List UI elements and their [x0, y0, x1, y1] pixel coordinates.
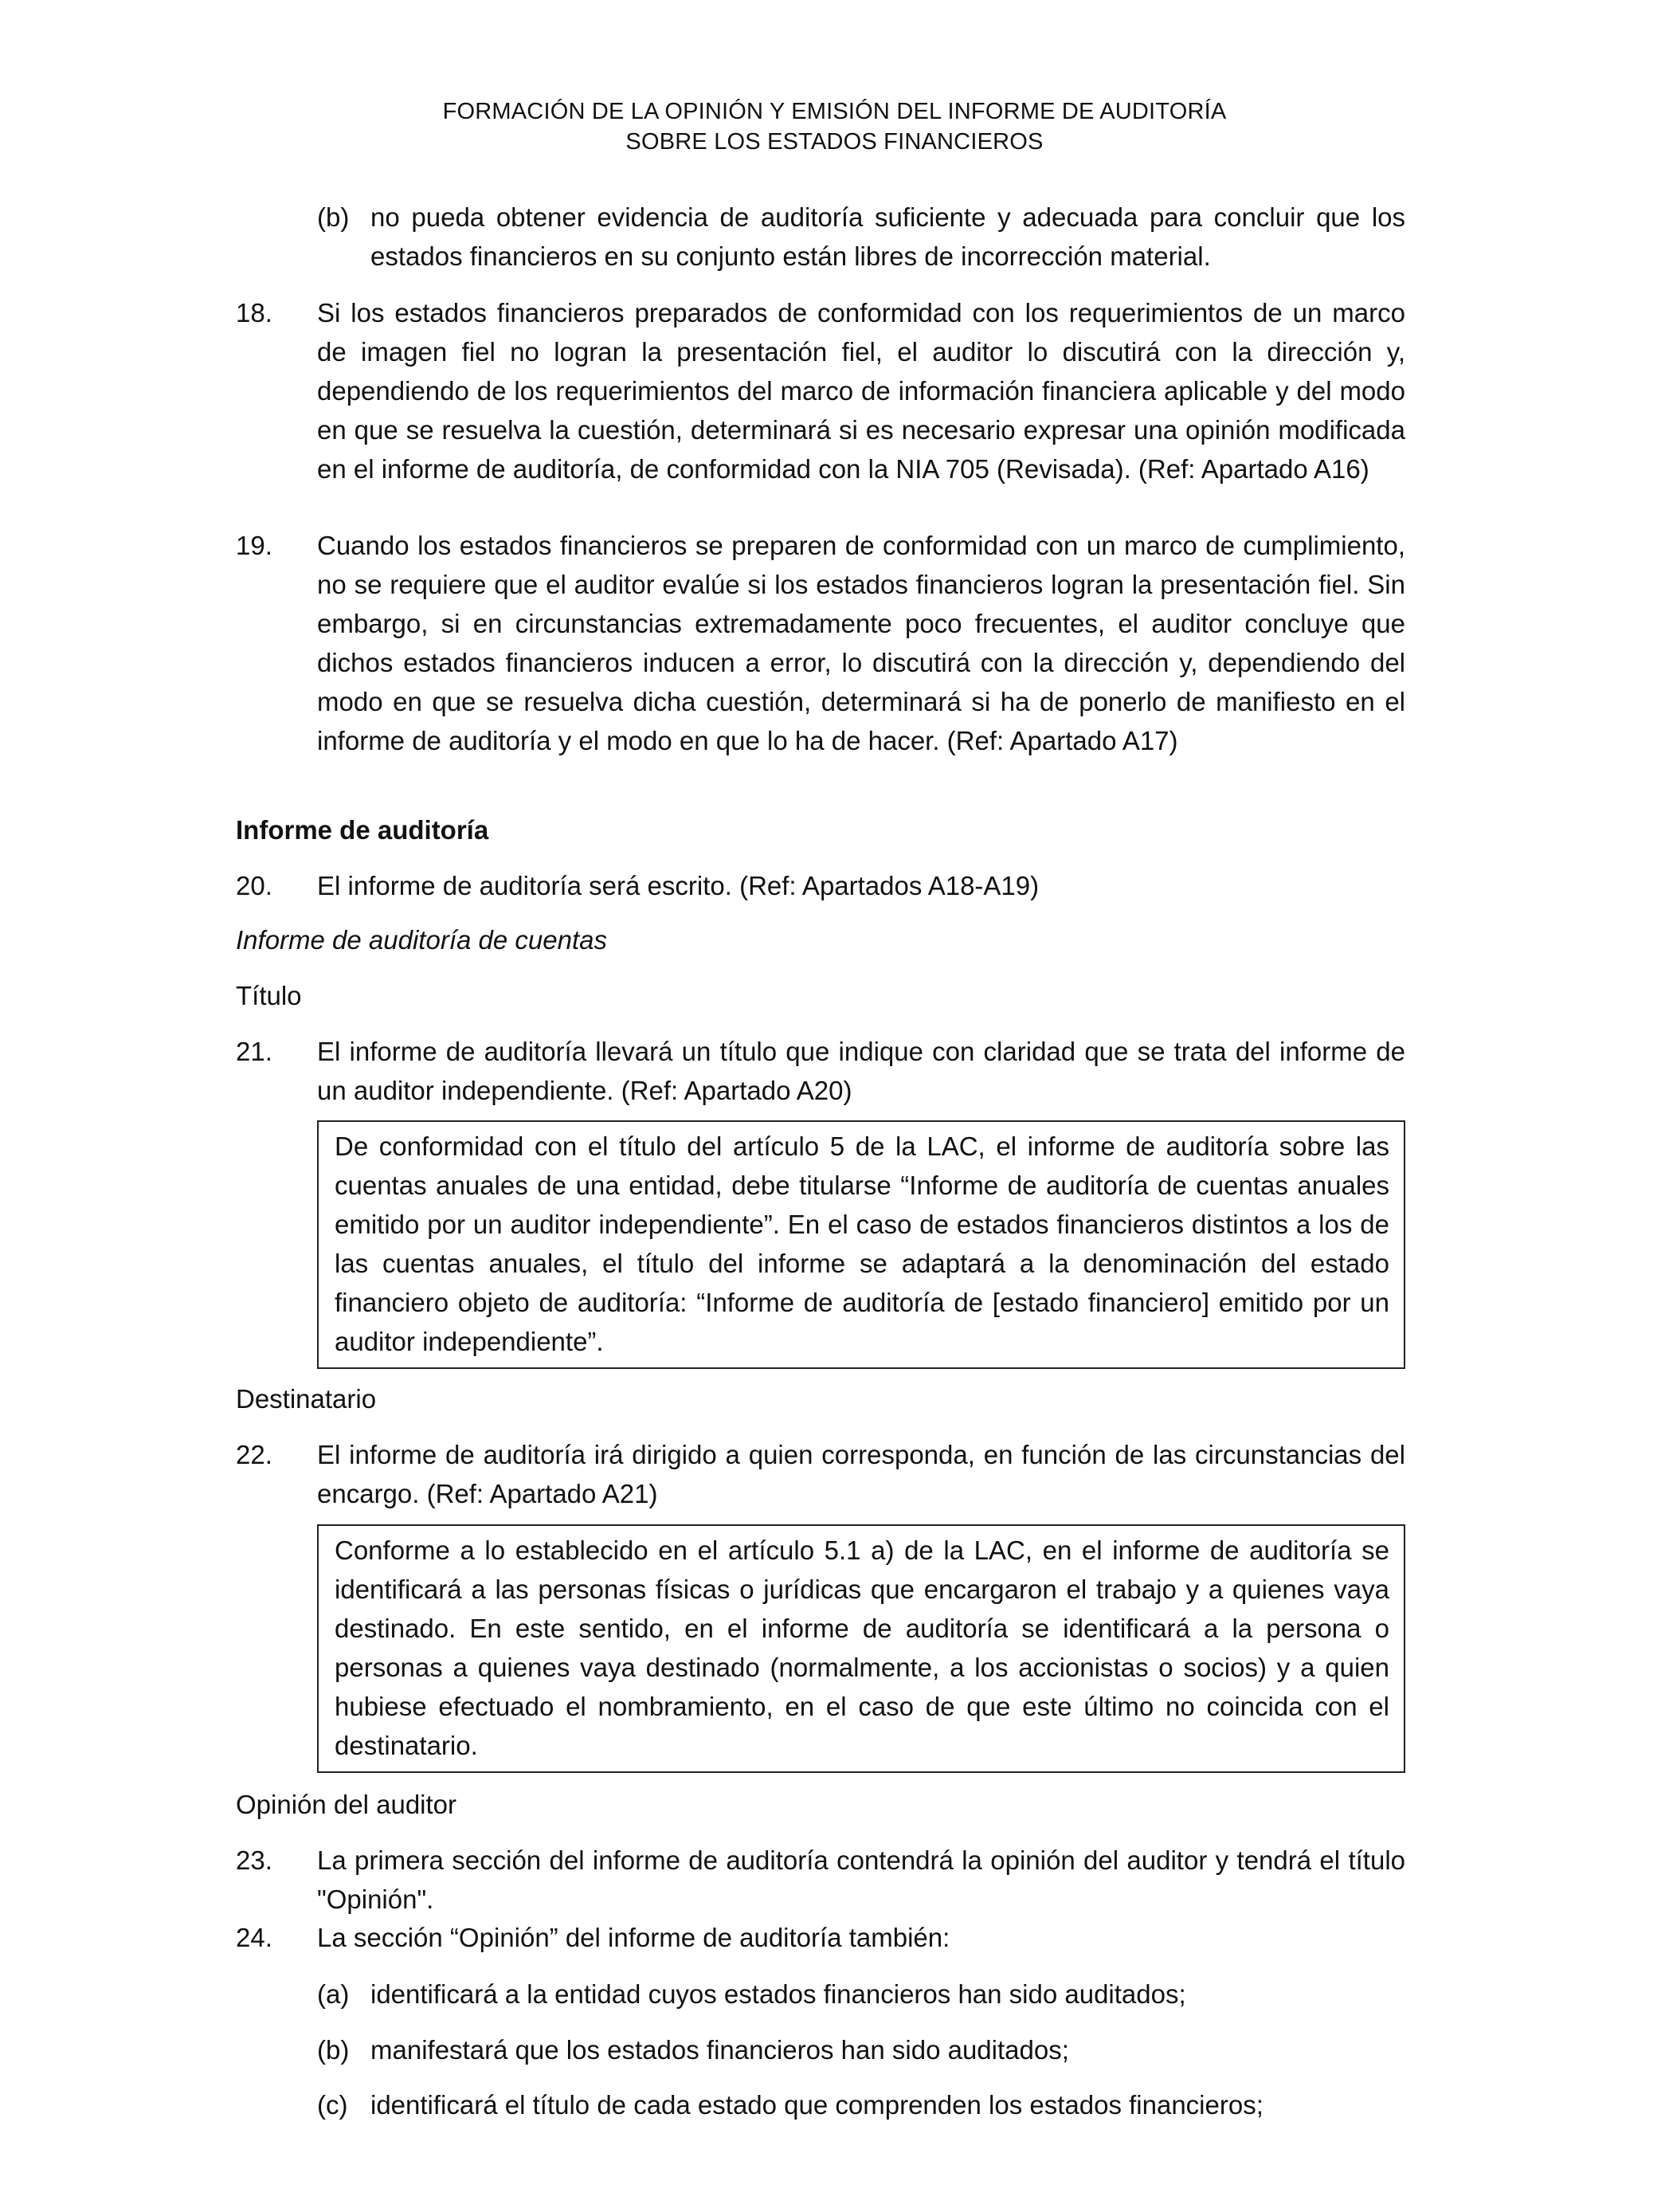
paragraph-20: El informe de auditoría será escrito. (Ref: Apartados A18-A19) [317, 871, 1040, 900]
paragraph-number-23: 23. [236, 1845, 272, 1875]
note-box-destinatario [317, 1524, 1405, 1773]
list-item-text: no pueda obtener evidencia de auditoría suficiente y adecuada para concluir que los estados financieros en su conjunto están libres de incorrección material. [370, 202, 1405, 271]
list-item-text: identificará a la entidad cuyos estados financieros han sido auditados; [370, 1979, 1186, 2009]
subsection-heading-opinion: Opinión del auditor [236, 1790, 457, 1819]
section-heading-informe: Informe de auditoría [236, 815, 489, 845]
paragraph-24: La sección “Opinión” del informe de auditoría también: [317, 1923, 950, 1952]
page-header-line-1: FORMACIÓN DE LA OPINIÓN Y EMISIÓN DEL INFORME DE AUDITORÍA [442, 99, 1227, 124]
paragraph-number-22: 22. [236, 1440, 272, 1469]
note-box-text: De conformidad con el título del artículo 5 de la LAC, el informe de auditoría sobre las cuentas anuales de una entidad, debe titularse “Informe de auditoría de cuentas anuales emitido por un auditor independiente”. En el caso de estados financieros distintos a los de las cuentas anuales, el título del informe se adaptará a la denominación del estado financiero objeto de auditoría: “Informe de auditoría de [estado financiero] emitido por un auditor independiente”. [335, 1131, 1389, 1356]
list-item-label: (b) [317, 2035, 350, 2065]
list-item-label: (c) [317, 2090, 348, 2120]
paragraph-23: La primera sección del informe de auditoría contendrá la opinión del auditor y tendrá el título "Opinión". [317, 1845, 1405, 1914]
paragraph-number-19: 19. [236, 531, 272, 560]
subsection-heading-cuentas: Informe de auditoría de cuentas [236, 925, 607, 955]
paragraph-number-21: 21. [236, 1037, 272, 1066]
list-item-text: identificará el título de cada estado que comprenden los estados financieros; [370, 2090, 1264, 2120]
list-item-label: (a) [317, 1979, 350, 2009]
list-item-text: manifestará que los estados financieros han sido auditados; [370, 2035, 1069, 2065]
paragraph-22: El informe de auditoría irá dirigido a quien corresponda, en función de las circunstancias del encargo. (Ref: Apartado A21) [317, 1440, 1405, 1508]
list-item-label: (b) [317, 202, 350, 232]
subsection-heading-titulo: Título [236, 981, 302, 1010]
paragraph-18: Si los estados financieros preparados de conformidad con los requerimientos de un marco de imagen fiel no logran la presentación fiel, el auditor lo discutirá con la dirección y, dependiendo de los requerimientos del marco de información financiera aplicable y del modo en que se resuelva la cuestión, determinará si es necesario expresar una opinión modificada en el informe de auditoría, de conformidad con la NIA 705 (Revisada). (Ref: Apartado A16) [317, 298, 1405, 484]
paragraph-number-18: 18. [236, 298, 272, 327]
note-box-titulo [317, 1120, 1405, 1369]
paragraph-number-20: 20. [236, 871, 272, 900]
page-header-line-2: SOBRE LOS ESTADOS FINANCIEROS [625, 129, 1044, 155]
subsection-heading-destinatario: Destinatario [236, 1384, 377, 1414]
note-box-text: Conforme a lo establecido en el artículo 5.1 a) de la LAC, en el informe de auditoría se identificará a las personas físicas o jurídicas que encargaron el trabajo y a quienes vaya destinado. En este sentido, en el informe de auditoría se identificará a la persona o personas a quienes vaya destinado (normalmente, a los accionistas o socios) y a quien hubiese efectuado el nombramiento, en el caso de que este último no coincida con el destinatario. [335, 1535, 1389, 1760]
paragraph-19: Cuando los estados financieros se preparen de conformidad con un marco de cumplimiento, no se requiere que el auditor evalúe si los estados financieros logran la presentación fiel. Sin embargo, si en circunstancias extremadamente poco frecuentes, el auditor concluye que dichos estados financieros inducen a error, lo discutirá con la dirección y, dependiendo del modo en que se resuelva dicha cuestión, determinará si ha de ponerlo de manifiesto en el informe de auditoría y el modo en que lo ha de hacer. (Ref: Apartado A17) [317, 531, 1405, 755]
paragraph-number-24: 24. [236, 1923, 272, 1952]
paragraph-21: El informe de auditoría llevará un título que indique con claridad que se trata del informe de un auditor independiente. (Ref: Apartado A20) [317, 1037, 1405, 1105]
